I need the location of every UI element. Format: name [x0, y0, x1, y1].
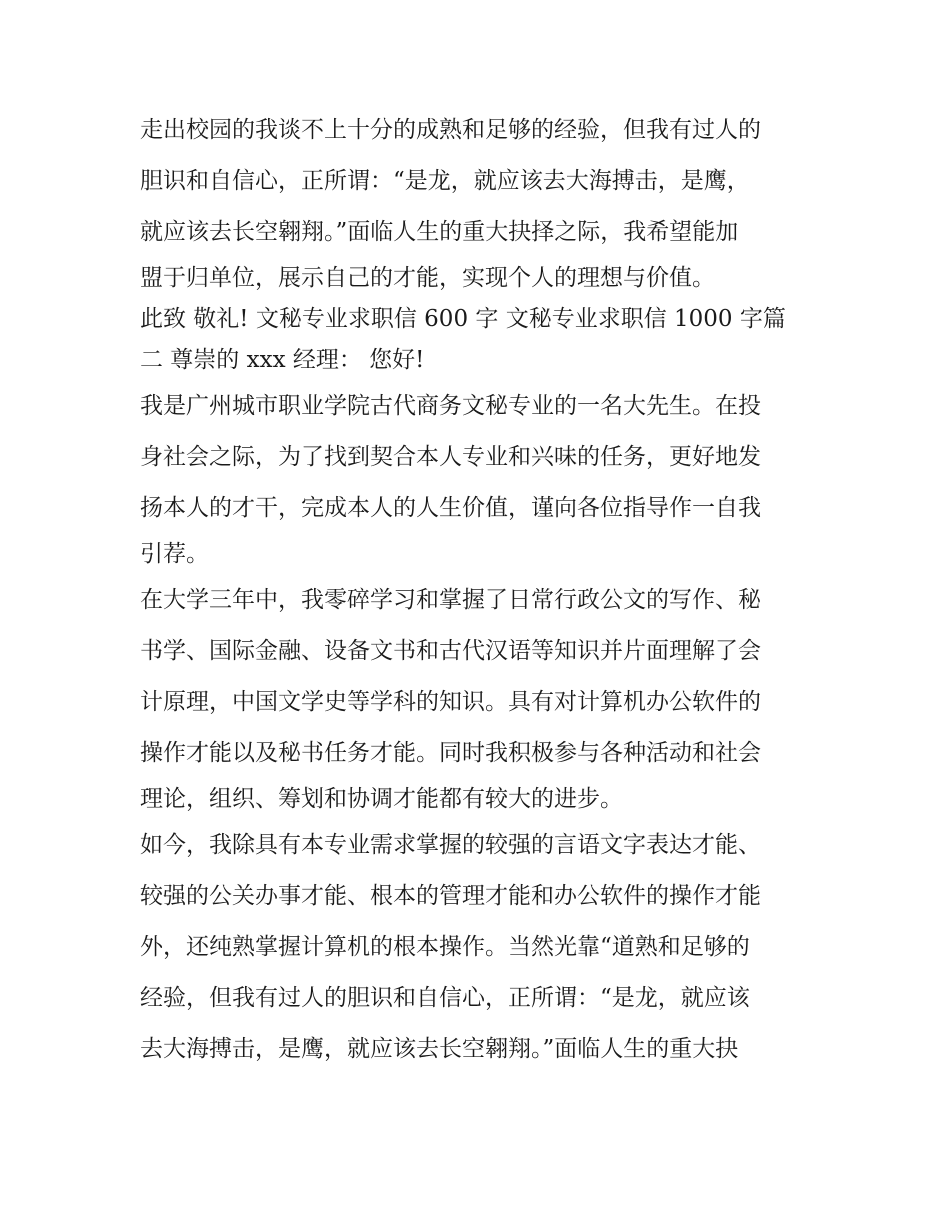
text-line: 就应该去长空翱翔。”面临人生的重大抉择之际，我希望能加: [140, 219, 739, 245]
paragraph-introduction: [140, 381, 820, 575]
text-line: 胆识和自信心，正所谓：“是龙，就应该去大海搏击，是鹰，: [140, 168, 750, 194]
text-line: 经验，但我有过人的胆识和自信心，正所谓：“是龙，就应该: [140, 985, 750, 1011]
text-line: 较强的公关办事才能、根本的管理才能和办公软件的操作才能: [140, 883, 761, 909]
paragraph-closing-statement: [140, 105, 820, 299]
text-line: 外，还纯熟掌握计算机的根本操作。当然光靠“道熟和足够的: [140, 934, 750, 960]
paragraph-salutation: [140, 299, 820, 381]
text-line: 操作才能以及秘书任务才能。同时我积极参与各种活动和社会: [140, 740, 761, 766]
text-line: 理论，组织、筹划和协调才能都有较大的进步。: [140, 786, 623, 812]
text-line: 如今，我除具有本专业需求掌握的较强的言语文字表达才能、: [140, 832, 761, 858]
text-line: 我是广州城市职业学院古代商务文秘专业的一名大先生。在投: [140, 393, 761, 419]
text-line: 走出校园的我谈不上十分的成熟和足够的经验，但我有过人的: [140, 117, 761, 143]
text-line: 去大海搏击，是鹰，就应该去长空翱翔。”面临人生的重大抉: [140, 1036, 739, 1062]
text-line: 二 尊崇的 xxx 经理： 您好!: [140, 347, 425, 373]
text-line: 在大学三年中，我零碎学习和掌握了日常行政公文的写作、秘: [140, 587, 761, 613]
text-line: 身社会之际，为了找到契合本人专业和兴味的任务，更好地发: [140, 444, 761, 470]
document-body: [140, 105, 820, 1075]
text-line: 扬本人的才干，完成本人的人生价值，谨向各位指导作一自我: [140, 495, 761, 521]
text-line: 引荐。: [140, 541, 209, 567]
text-line: 盟于归单位，展示自己的才能，实现个人的理想与价值。: [140, 265, 715, 291]
text-line: 计原理，中国文学史等学科的知识。具有对计算机办公软件的: [140, 689, 761, 715]
text-line: 此致 敬礼! 文秘专业求职信 600 字 文秘专业求职信 1000 字篇: [140, 306, 786, 332]
paragraph-skills: [140, 820, 820, 1075]
paragraph-education: [140, 575, 820, 820]
text-line: 书学、国际金融、设备文书和古代汉语等知识并片面理解了会: [140, 638, 761, 664]
